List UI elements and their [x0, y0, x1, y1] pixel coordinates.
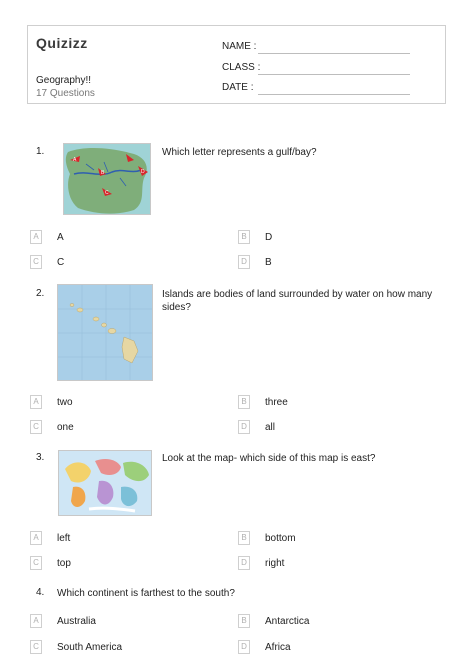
option-box-a[interactable]: A — [30, 614, 42, 628]
option-box-a[interactable]: A — [30, 531, 42, 545]
question-number: 1. — [36, 146, 45, 157]
option-box-c[interactable]: C — [30, 255, 42, 269]
question-text: Look at the map- which side of this map is east? — [162, 453, 376, 464]
question-text: Islands are bodies of land surrounded by water on how many sides? — [162, 289, 433, 313]
option-text: Australia — [57, 616, 96, 627]
world-map-icon — [58, 450, 152, 516]
question-text: Which continent is farthest to the south? — [57, 588, 235, 599]
svg-text:C: C — [105, 190, 109, 196]
date-field[interactable] — [258, 94, 410, 95]
option-box-d[interactable]: D — [238, 640, 250, 654]
quizizz-logo: Quizizz — [36, 35, 88, 51]
date-label: DATE : — [222, 82, 254, 93]
option-text: C — [57, 257, 65, 268]
option-box-b[interactable]: B — [238, 531, 250, 545]
map-with-arrows-icon — [63, 143, 151, 215]
option-text: South America — [57, 642, 123, 653]
question-number: 2. — [36, 288, 45, 299]
option-text: Africa — [265, 642, 291, 653]
option-box-a[interactable]: A — [30, 230, 42, 244]
option-box-c[interactable]: C — [30, 556, 42, 570]
option-text: B — [265, 257, 272, 268]
option-text: top — [57, 558, 71, 569]
option-text: two — [57, 397, 73, 408]
question-count: 17 Questions — [36, 88, 95, 99]
worksheet-title: Geography!! — [36, 75, 92, 86]
option-box-a[interactable]: A — [30, 395, 42, 409]
question-number: 4. — [36, 587, 45, 598]
option-text: D — [265, 232, 273, 243]
option-box-b[interactable]: B — [238, 395, 250, 409]
svg-text:D: D — [141, 169, 145, 175]
option-box-b[interactable]: B — [238, 614, 250, 628]
option-box-c[interactable]: C — [30, 420, 42, 434]
option-box-c[interactable]: C — [30, 640, 42, 654]
svg-text:A: A — [73, 157, 77, 163]
option-text: one — [57, 422, 74, 433]
option-text: all — [265, 422, 276, 433]
hawaii-islands-map-icon — [57, 284, 153, 381]
option-text: right — [265, 558, 285, 569]
option-box-d[interactable]: D — [238, 255, 250, 269]
question-text: Which letter represents a gulf/bay? — [162, 147, 317, 158]
option-box-d[interactable]: D — [238, 556, 250, 570]
svg-text:B: B — [101, 170, 105, 176]
name-field[interactable] — [258, 53, 410, 54]
option-box-b[interactable]: B — [238, 230, 250, 244]
name-label: NAME : — [222, 41, 257, 52]
class-label: CLASS : — [222, 62, 261, 73]
option-text: Antarctica — [265, 616, 310, 627]
option-text: bottom — [265, 533, 296, 544]
option-text: left — [57, 533, 71, 544]
class-field[interactable] — [258, 74, 410, 75]
option-text: A — [57, 232, 64, 243]
option-text: three — [265, 397, 288, 408]
question-number: 3. — [36, 452, 45, 463]
option-box-d[interactable]: D — [238, 420, 250, 434]
